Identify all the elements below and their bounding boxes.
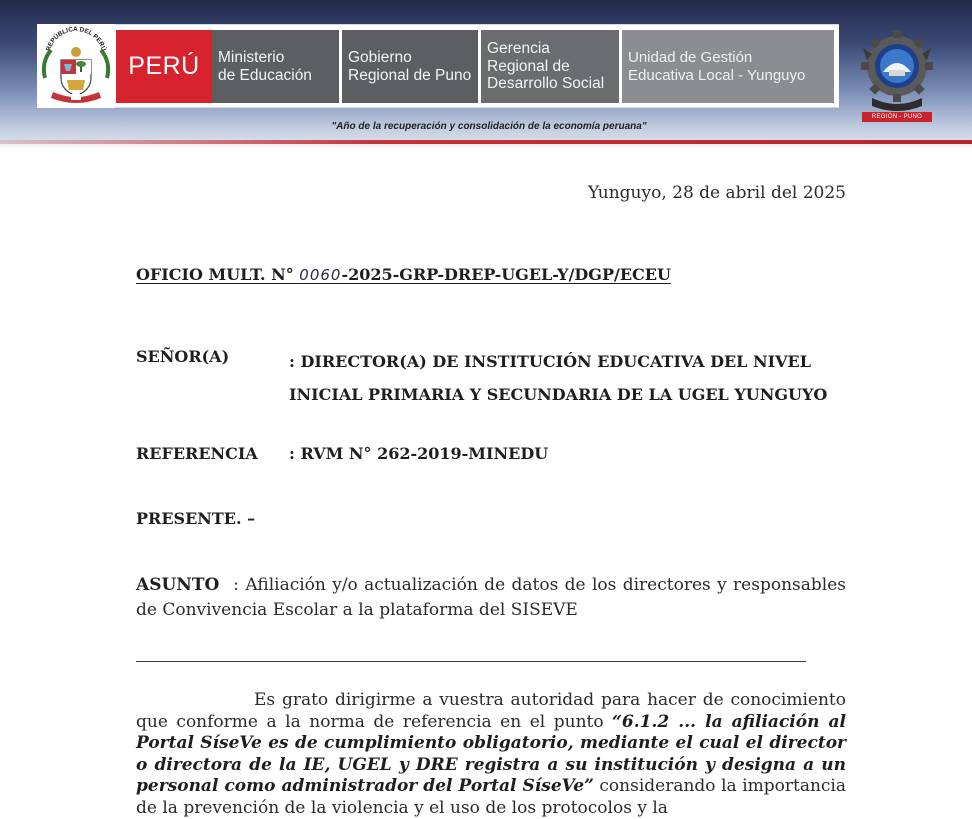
oficio-handwritten-number: 0060 — [299, 266, 342, 284]
regional-management-line-2: Regional de — [487, 57, 570, 75]
presente-line: PRESENTE. – — [136, 509, 256, 528]
recipient-label: SEÑOR(A) — [136, 347, 230, 366]
subject-label: ASUNTO — [136, 575, 220, 595]
reference-value: : RVM N° 262-2019-MINEDU — [289, 444, 549, 463]
ugel-line-1: Unidad de Gestión — [628, 49, 753, 67]
year-motto: "Año de la recuperación y consolidación de la economía peruana" — [331, 121, 647, 132]
body-intro: Es grato dirigirme a vuestra autoridad para hacer de conocimiento que conforme a la norma de referencia en el punto — [136, 690, 846, 732]
letter-date: Yunguyo, 28 de abril del 2025 — [588, 183, 846, 203]
oficio-prefix: OFICIO MULT. N° — [136, 265, 300, 284]
ugel-block — [622, 30, 834, 103]
regional-management-block — [481, 30, 619, 103]
peru-wordmark: PERÚ — [128, 52, 200, 80]
regional-management-line-3: Desarrollo Social — [487, 75, 605, 93]
section-divider — [136, 661, 806, 662]
region-gear-icon — [862, 20, 932, 112]
subject-block — [136, 573, 846, 623]
region-puno-logo — [862, 20, 932, 120]
reference-label: REFERENCIA — [136, 444, 258, 463]
regional-management-line-1: Gerencia — [487, 39, 550, 57]
peru-brand-block — [116, 30, 212, 103]
ministry-block — [212, 30, 339, 103]
regional-government-line-1: Gobierno — [348, 48, 412, 66]
ministry-line-2: de Educación — [218, 66, 312, 84]
recipient-value: : DIRECTOR(A) DE INSTITUCIÓN EDUCATIVA DEL NIVEL INICIAL PRIMARIA Y SECUNDARIA DE LA UGEL YUNGUYO — [289, 352, 828, 404]
ugel-line-2: Educativa Local - Yunguyo — [628, 66, 806, 84]
subject-value: : Afiliación y/o actualización de datos de los directores y responsables de Convivencia Escolar a la plataforma del SISEVE — [136, 575, 846, 620]
coat-of-arms-icon — [37, 24, 115, 108]
body-quote: “6.1.2 ... la afiliación al Portal SíseVe es de cumplimiento obligatorio, mediante el cual el director o directora de la IE, UGEL y DRE registra a su institución y designa a un personal como administrador del Portal SíseVe” — [136, 711, 846, 796]
body-tail: considerando la importancia de la prevención de la violencia y el uso de los protocolos y la — [136, 776, 846, 818]
region-puno-label: REGIÓN - PUNO — [862, 112, 932, 122]
regional-government-line-2: Regional de Puno — [348, 66, 472, 84]
letterhead-bottom-rule — [0, 144, 972, 150]
oficio-number-line — [136, 265, 671, 284]
oficio-suffix: -2025-GRP-DREP-UGEL-Y/DGP/ECEU — [341, 265, 671, 284]
letterhead — [0, 0, 972, 150]
shield-arc-text: REPÚBLICA DEL PERÚ — [45, 25, 107, 53]
regional-government-block — [342, 30, 478, 103]
ministry-line-1: Ministerio — [218, 48, 285, 66]
body-paragraph — [136, 690, 846, 819]
peru-coat-of-arms — [37, 24, 115, 108]
